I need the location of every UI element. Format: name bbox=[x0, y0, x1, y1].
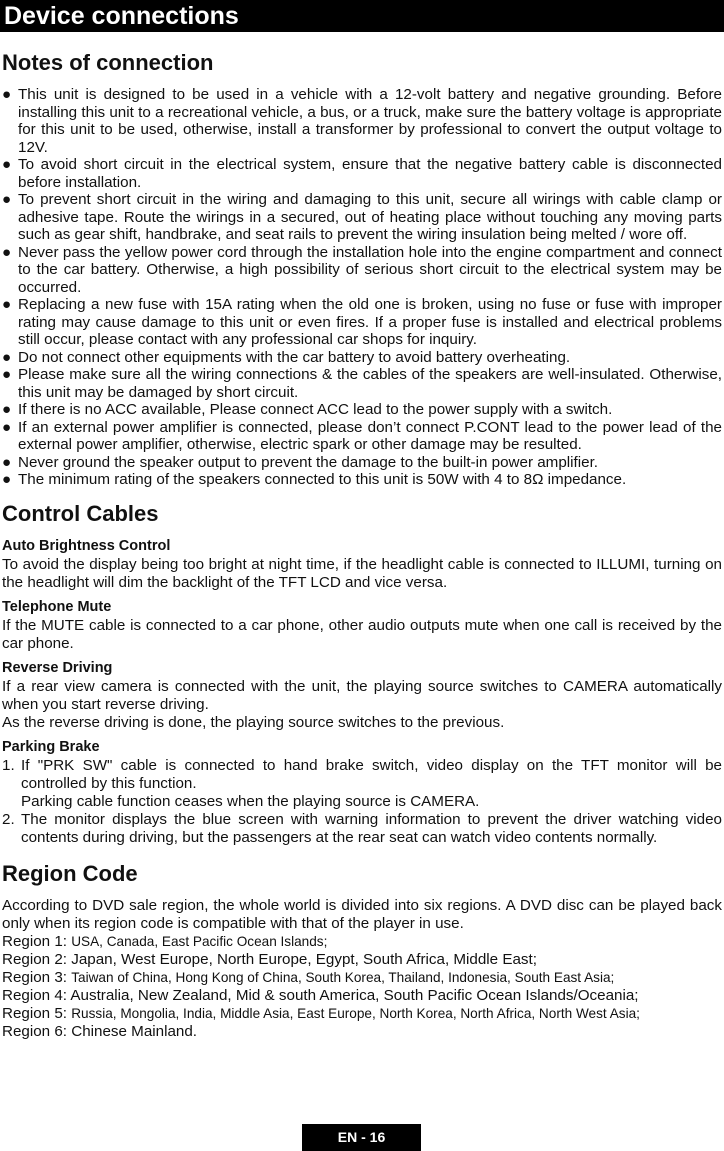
notes-item: ● Please make sure all the wiring connections & the cables of the speakers are well-insulated. Otherwise, this unit may be damaged by short circuit. bbox=[2, 366, 722, 401]
notes-item: ● To avoid short circuit in the electrical system, ensure that the negative battery cable is disconnected before installation. bbox=[2, 156, 722, 191]
reverse-driving-section bbox=[2, 659, 722, 732]
bullet-icon: ● bbox=[2, 296, 12, 313]
page-header bbox=[0, 0, 724, 32]
bullet-icon: ● bbox=[2, 348, 12, 366]
notes-item: ● This unit is designed to be used in a vehicle with a 12-volt battery and negative grounding. Before installing this unit to a recreational vehicle, a bus, or a truck, make sure the battery voltage is appropriate for this unit to be used, otherwise, install a transformer by professional to convert the output voltage to 12V. bbox=[2, 86, 722, 156]
region-6: Region 6: Chinese Mainland. bbox=[2, 1022, 198, 1040]
reverse-driving-text: If a rear view camera is connected with the unit, the playing source switches to CAMERA automatically when you start reverse driving. bbox=[2, 677, 722, 713]
notes-item: ● Never pass the yellow power cord through the installation hole into the engine compartment and connect to the car battery. Otherwise, a high possibility of serious short circuit to the electrical system may be occurred. bbox=[2, 243, 722, 296]
region-2: Region 2: Japan, West Europe, North Europe, Egypt, South Africa, Middle East; bbox=[2, 950, 537, 968]
notes-item: ● If an external power amplifier is connected, please don’t connect P.CONT lead to the power lead of the external power amplifier, otherwise, electric spark or other damage may be resulted. bbox=[2, 418, 722, 453]
notes-item: ● To prevent short circuit in the wiring and damaging to this unit, secure all wirings with cable clamp or adhesive tape. Route the wirings in a secured, out of heating place without touching any moving parts such as gear shift, handbrake, and seat rails to prevent the wiring insulation being melted / wore off. bbox=[2, 191, 722, 243]
region-3: Region 3: Taiwan of China, Hong Kong of China, South Korea, Thailand, Indonesia, South East Asia; bbox=[2, 968, 615, 986]
page-number: EN - 16 bbox=[302, 1124, 421, 1151]
parking-brake-item: 1. If "PRK SW" cable is connected to hand brake switch, video display on the TFT monitor will be controlled by this function. Parking cable function ceases when the playing source is CAMERA. bbox=[2, 756, 722, 810]
notes-item: ● If there is no ACC available, Please connect ACC lead to the power supply with a switch. bbox=[2, 401, 613, 418]
bullet-icon: ● bbox=[2, 418, 12, 436]
region-intro: According to DVD sale region, the whole world is divided into six regions. A DVD disc can be played back only when its region code is compatible with that of the player in use. bbox=[2, 896, 722, 932]
telephone-mute-text: If the MUTE cable is connected to a car phone, other audio outputs mute when one call is received by the car phone. bbox=[2, 616, 722, 652]
telephone-mute-heading: Telephone Mute bbox=[2, 598, 112, 615]
parking-brake-item: 2. The monitor displays the blue screen with warning information to prevent the driver watching video contents during driving, but the passengers at the rear seat can watch video contents normally. bbox=[2, 810, 722, 846]
parking-brake-heading: Parking Brake bbox=[2, 738, 100, 755]
bullet-icon: ● bbox=[2, 471, 12, 488]
bullet-icon: ● bbox=[2, 156, 12, 173]
bullet-icon: ● bbox=[2, 366, 12, 383]
notes-item: ● The minimum rating of the speakers connected to this unit is 50W with 4 to 8Ω impedance. bbox=[2, 471, 627, 488]
region-code-title: Region Code bbox=[2, 860, 138, 886]
reverse-driving-heading: Reverse Driving bbox=[2, 659, 113, 676]
auto-brightness-section bbox=[2, 537, 722, 592]
bullet-icon: ● bbox=[2, 401, 12, 418]
auto-brightness-text: To avoid the display being too bright at night time, if the headlight cable is connected to ILLUMI, turning on the headlight will dim the backlight of the TFT LCD and vice versa. bbox=[2, 555, 722, 591]
notes-item: ● Do not connect other equipments with the car battery to avoid battery overheating. bbox=[2, 348, 571, 366]
bullet-icon: ● bbox=[2, 86, 12, 103]
bullet-icon: ● bbox=[2, 453, 12, 471]
region-code-section bbox=[2, 897, 722, 1041]
notes-item: ● Replacing a new fuse with 15A rating when the old one is broken, using no fuse or fuse with improper rating may cause damage to this unit or even fires. If a proper fuse is installed and electrical problems still occur, please contact with any professional car shops for inquiry. bbox=[2, 296, 722, 348]
region-4: Region 4: Australia, New Zealand, Mid & south America, South Pacific Ocean Islands/Oceania; bbox=[2, 986, 639, 1004]
notes-title: Notes of connection bbox=[2, 50, 214, 75]
auto-brightness-heading: Auto Brightness Control bbox=[2, 537, 171, 554]
page-content bbox=[0, 50, 724, 1041]
notes-item: ● Never ground the speaker output to prevent the damage to the built-in power amplifier. bbox=[2, 453, 599, 471]
parking-brake-section bbox=[2, 738, 722, 847]
notes-list bbox=[2, 86, 722, 489]
bullet-icon: ● bbox=[2, 191, 12, 208]
bullet-icon: ● bbox=[2, 243, 12, 261]
region-5: Region 5: Russia, Mongolia, India, Middle Asia, East Europe, North Korea, North Africa, North West Asia; bbox=[2, 1004, 640, 1022]
page-header-title: Device connections bbox=[4, 2, 239, 30]
control-cables-title: Control Cables bbox=[2, 500, 159, 526]
region-1: Region 1: USA, Canada, East Pacific Ocean Islands; bbox=[2, 932, 328, 950]
parking-brake-list bbox=[2, 757, 722, 847]
telephone-mute-section bbox=[2, 598, 722, 653]
reverse-driving-text: As the reverse driving is done, the playing source switches to the previous. bbox=[2, 713, 505, 731]
